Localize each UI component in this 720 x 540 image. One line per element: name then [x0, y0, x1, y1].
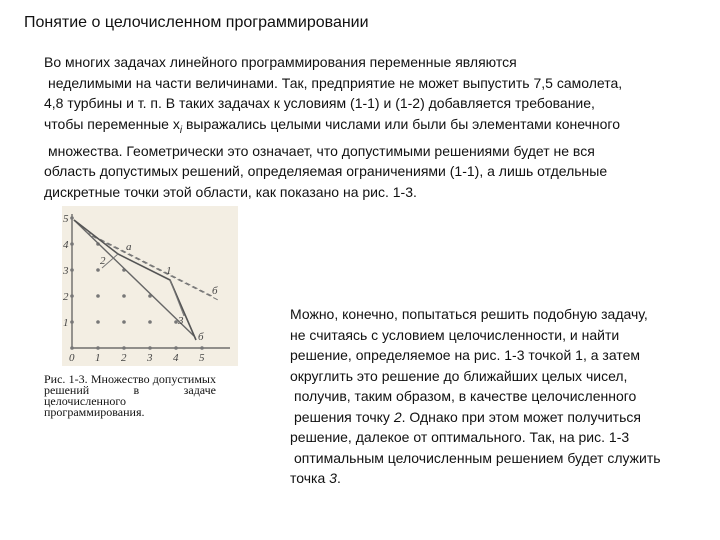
slide-title: Понятие о целочисленном программировании: [24, 14, 369, 31]
feasible-region-plot: [62, 206, 238, 366]
lattice-point: [96, 320, 100, 324]
x-tick-label: 0: [69, 352, 75, 364]
x-tick-label: 1: [95, 352, 101, 364]
explanation-line: решение, далекое от оптимального. Так, на рис. 1-3: [290, 429, 630, 445]
point-label-3: 3: [178, 315, 184, 327]
intro-line: чтобы переменные $x_i$ выражались целыми числами или были бы элементами конечного: [44, 115, 620, 136]
constraint-line: [74, 220, 194, 336]
intro-line: множества. Геометрически это означает, что допустимыми решениями будет не вся: [48, 142, 595, 159]
x-tick-label: 3: [147, 352, 153, 364]
point-label-b: б: [212, 285, 218, 297]
intro-line: Во многих задачах линейного программирования переменные являются: [44, 54, 517, 70]
explanation-line: получив, таким образом, в качестве целочисленного: [294, 388, 637, 404]
lattice-point: [70, 242, 74, 246]
lattice-point: [174, 346, 178, 350]
explanation-line: не считаясь с условием целочисленности, и найти: [290, 326, 620, 343]
x-tick-label: 4: [173, 352, 179, 364]
lattice-point: [96, 268, 100, 272]
y-tick-label: 1: [63, 317, 69, 329]
y-tick-label: 5: [63, 213, 69, 225]
lattice-point: [122, 346, 126, 350]
point-ref-2: 2: [393, 408, 402, 425]
explanation-line: точка 3.: [290, 470, 341, 486]
x-tick-label: 5: [199, 352, 205, 364]
x-tick-label: 2: [121, 352, 127, 364]
point-label-1: 1: [166, 265, 172, 277]
lattice-point: [70, 268, 74, 272]
explanation-line: решения точку 2. Однако при этом может получиться: [294, 408, 641, 425]
figure-caption: Рис. 1-3. Множество допустимых решений в задаче целочисленного программирования.: [44, 372, 216, 419]
lattice-point: [96, 294, 100, 298]
y-tick-label: 2: [63, 291, 69, 303]
lattice-point: [148, 320, 152, 324]
intro-line: неделимыми на части величинами. Так, предприятие не может выпустить 7,5 самолета,: [48, 74, 623, 91]
lattice-point: [70, 294, 74, 298]
figure-1-3: [62, 206, 238, 366]
lattice-point: [70, 346, 74, 350]
intro-line: 4,8 турбины и т. п. В таких задачах к условиям (1-1) и (1-2) добавляется требование,: [44, 95, 595, 111]
lattice-point: [122, 294, 126, 298]
lattice-point: [70, 320, 74, 324]
explanation-paragraph: [290, 304, 720, 489]
lattice-point: [200, 346, 204, 350]
variable-subscript: i: [179, 124, 183, 136]
point-ref-3: 3: [329, 470, 337, 486]
intro-paragraph: [44, 52, 694, 202]
y-tick-label: 4: [63, 239, 69, 251]
point-label-b2: б: [198, 331, 204, 343]
explanation-line: Можно, конечно, попытаться решить подобную задачу,: [290, 306, 648, 322]
point-label-2: 2: [100, 255, 106, 267]
explanation-line: оптимальным целочисленным решением будет служить: [294, 449, 661, 466]
lattice-point: [148, 346, 152, 350]
lattice-point: [122, 320, 126, 324]
explanation-line: округлить это решение до ближайших целых чисел,: [290, 367, 628, 384]
point-label-a: a: [126, 241, 132, 253]
intro-line: область допустимых решений, определяемая ограничениями (1-1), а лишь отдельные: [44, 163, 608, 180]
explanation-line: решение, определяемое на рис. 1-3 точкой 1, а затем: [290, 347, 640, 363]
rounding-line: [170, 280, 184, 316]
y-tick-label: 3: [63, 265, 69, 277]
objective-line: [92, 236, 218, 300]
intro-line: дискретные точки этой области, как показано на рис. 1-3.: [44, 183, 417, 200]
lattice-point: [70, 216, 74, 220]
lattice-point: [96, 346, 100, 350]
